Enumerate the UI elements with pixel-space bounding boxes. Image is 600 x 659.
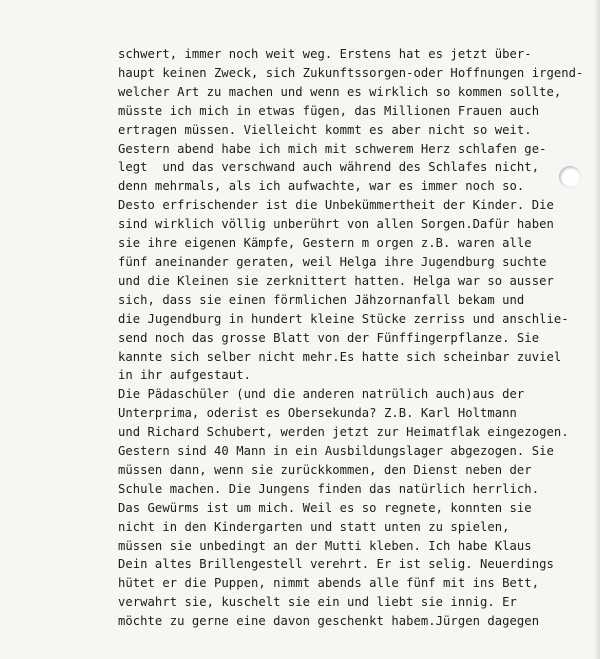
typed-text-body (118, 45, 588, 631)
text-line: müsste ich mich in etwas fügen, das Millionen Frauen auch (118, 103, 540, 118)
text-line: und Richard Schubert, werden jetzt zur Heimatflak eingezogen. (118, 425, 569, 440)
text-line: Desto erfrischender ist die Unbekümmertheit der Kinder. Die (118, 198, 554, 213)
text-line: welcher Art zu machen und wenn es wirklich so kommen sollte, (118, 84, 562, 99)
text-line: denn mehrmals, als ich aufwachte, war es immer noch so. (118, 179, 525, 194)
text-line: müssen dann, wenn sie zurückkommen, den Dienst neben der (118, 462, 532, 477)
text-line: Gestern sind 40 Mann in ein Ausbildungslager abgezogen. Sie (118, 444, 554, 459)
page-edge-shadow (594, 0, 600, 659)
text-line: in ihr aufgestaut. (118, 368, 251, 383)
text-line: schwert, immer noch weit weg. Erstens hat es jetzt über- (118, 47, 532, 61)
text-line: verwahrt sie, kuschelt sie ein und liebt sie innig. Er (118, 595, 517, 610)
text-line: nicht in den Kindergarten und statt unten zu spielen, (118, 519, 510, 534)
text-line: Das Gewürms ist um mich. Weil es so regnete, konnten sie (118, 500, 532, 515)
text-line: die Jugendburg in hundert kleine Stücke zerriss und anschlie- (118, 311, 569, 326)
text-line: sich, dass sie einen förmlichen Jähzornanfall bekam und (118, 292, 525, 307)
text-line: haupt keinen Zweck, sich Zukunftssorgen-oder Hoffnungen irgend- (118, 65, 584, 80)
text-line: Die Pädaschüler (und die anderen natrülich auch)aus der (118, 387, 525, 402)
text-line: send noch das grosse Blatt von der Fünffingerpflanze. Sie (118, 330, 540, 345)
text-line: hütet er die Puppen, nimmt abends alle fünf mit ins Bett, (118, 576, 540, 591)
text-line: und die Kleinen sie zerknittert hatten. Helga war so ausser (118, 273, 554, 288)
text-line: Unterprima, oderist es Obersekunda? Z.B. Karl Holtmann (118, 406, 517, 421)
text-line: müssen sie unbedingt an der Mutti kleben. Ich habe Klaus (118, 538, 532, 553)
text-line: sind wirklich völlig unberührt von allen Sorgen.Dafür haben (118, 217, 554, 232)
text-line: Gestern abend habe ich mich mit schwerem Herz schlafen ge- (118, 141, 547, 156)
text-line: legt und das verschwand auch während des Schlafes nicht, (118, 160, 540, 175)
text-line: sie ihre eigenen Kämpfe, Gestern m orgen z.B. waren alle (118, 236, 532, 251)
text-line: Schule machen. Die Jungens finden das natürlich herrlich. (118, 481, 540, 496)
text-line: möchte zu gerne eine davon geschenkt habem.Jürgen dagegen (118, 614, 540, 629)
text-line: fünf aneinander geraten, weil Helga ihre Jugendburg suchte (118, 254, 547, 269)
text-line: ertragen müssen. Vielleicht kommt es aber nicht so weit. (118, 122, 532, 137)
text-line: Dein altes Brillengestell verehrt. Er ist selig. Neuerdings (118, 557, 554, 572)
text-line: kannte sich selber nicht mehr.Es hatte sich scheinbar zuviel (118, 349, 562, 364)
